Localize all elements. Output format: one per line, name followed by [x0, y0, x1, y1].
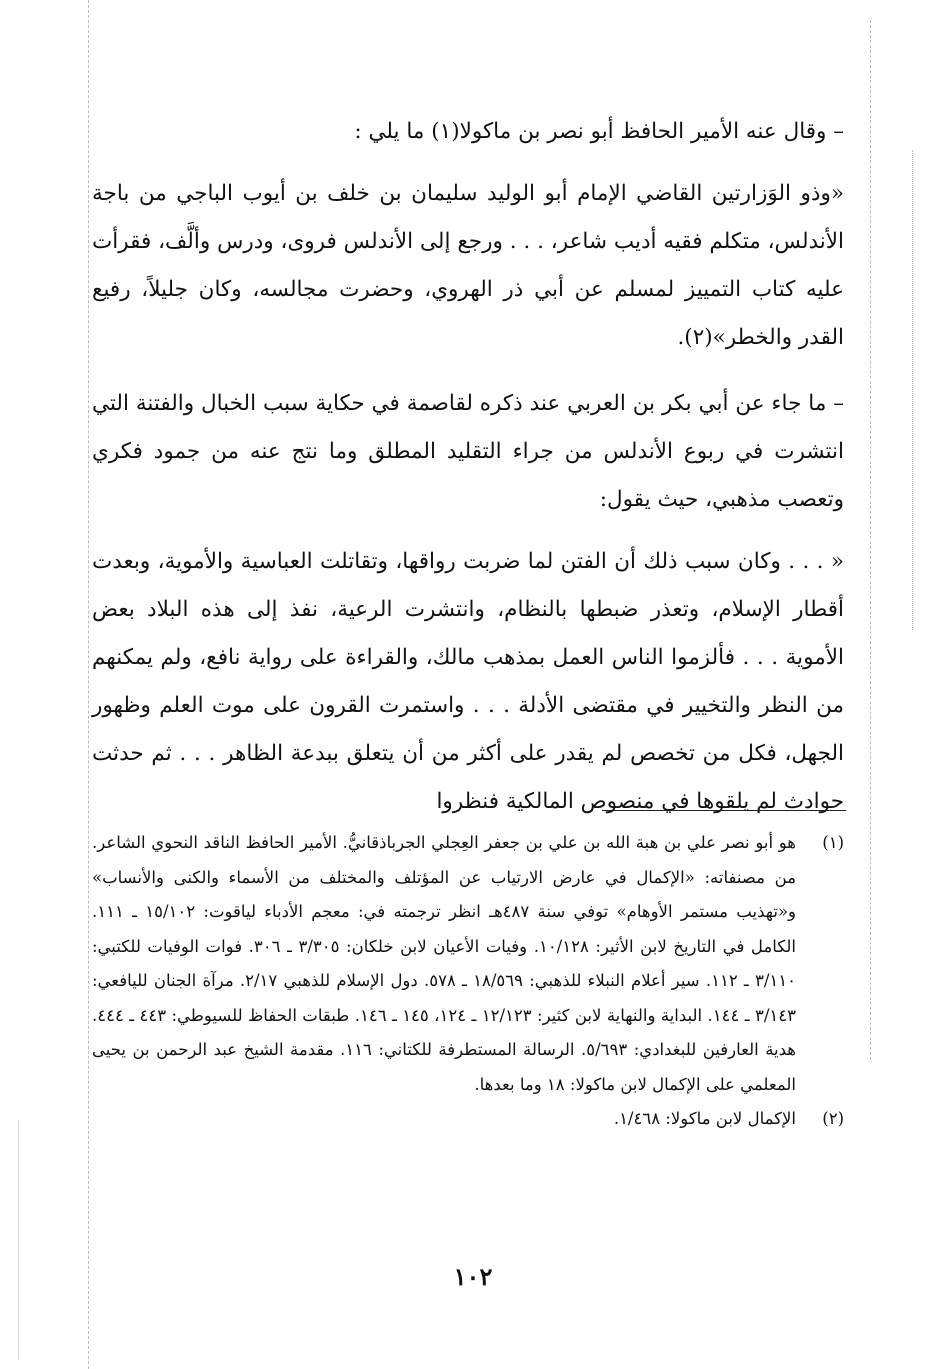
footnote-1 — [92, 826, 844, 1102]
footnote-text: هو أبو نصر علي بن هبة الله بن علي بن جعفر العِجلي الجرباذقانيُّ. الأمير الحافظ الناقد النحوي الشاعر. من مصنفاته: «الإكمال في عارض الارتياب عن المؤتلف والمختلف من الأسماء والكنى والأنساب» و«تهذيب مستمر الأوهام» توفي سنة ٤٨٧هـ انظر ترجمته في: معجم الأدباء لياقوت: ١٥/١٠٢ ـ ١١١. الكامل في التاريخ لابن الأثير: ١٠/١٢٨. وفيات الأعيان لابن خلكان: ٣/٣٠٥ ـ ٣٠٦. فوات الوفيات للكتبي: ٣/١١٠ ـ ١١٢. سير أعلام النبلاء للذهبي: ١٨/٥٦٩ ـ ٥٧٨. دول الإسلام للذهبي ٢/١٧. مرآة الجنان لليافعي: ٣/١٤٣ ـ ١٤٤. البداية والنهاية لابن كثير: ١٢/١٢٣ ـ ١٢٤، ١٤٥ ـ ١٤٦. طبقات الحفاظ للسيوطي: ٤٤٣ ـ ٤٤٤. هدية العارفين للبغدادي: ٥/٦٩٣. الرسالة المستطرفة للكتاني: ١١٦. مقدمة الشيخ عبد الرحمن بن يحيى المعلمي على الإكمال لابن ماكولا: ١٨ وما بعدها. — [92, 833, 797, 1094]
paragraph-ibn-makula-quote: «وذو الوَزارتين القاضي الإمام أبو الوليد سليمان بن خلف بن أيوب الباجي من باجة الأندلس، متكلم فقيه أديب شاعر، . . . ورجع إلى الأندلس فروى، ودرس وألَّف، فقرأت عليه كتاب التمييز لمسلم عن أبي ذر الهروي، وحضرت مجالسه، وكان جليلاً، رفيع القدر والخطر»(٢). — [92, 181, 844, 350]
page-number: ١٠٢ — [453, 1262, 493, 1291]
footnotes — [92, 826, 844, 1137]
scan-margin-line-right-outer — [912, 150, 913, 630]
paragraph-ibn-al-arabi-intro: – ما جاء عن أبي بكر بن العربي عند ذكره لقاصمة في حكاية سبب الخبال والفتنة التي انتشرت في ربوع الأندلس من جراء التقليد المطلق وما نتج عنه من جمود فكري وتعصب مذهبي، حيث يقول: — [92, 391, 844, 512]
main-text — [92, 108, 844, 844]
paragraph-ibn-al-arabi-quote: « . . . وكان سبب ذلك أن الفتن لما ضربت رواقها، وتقاتلت العباسية والأموية، وبعدت أقطار الإسلام، وتعذر ضبطها بالنظام، وانتشرت الرعية، نفذ إلى هذه البلاد بعض الأموية . . . فألزموا الناس العمل بمذهب مالك، والقراءة على رواية نافع، ولم يمكنهم من النظر والتخيير في مقتضى الأدلة . . . واستمرت القرون على موت العلم وظهور الجهل، فكل من تخصص لم يقدر على أكثر من أن يتعلق ببدعة الظاهر . . . ثم حدثت حوادث لم يلقوها في منصوص المالكية فنظروا — [92, 549, 844, 814]
footnote-number: (١) — [822, 833, 844, 852]
scan-margin-line-right — [870, 20, 871, 1060]
footnote-separator — [602, 810, 846, 811]
paragraph-ibn-makula-intro: – وقال عنه الأمير الحافظ أبو نصر بن ماكولا(١) ما يلي : — [354, 119, 844, 144]
footnote-text: الإكمال لابن ماكولا: ١/٤٦٨. — [613, 1109, 796, 1128]
footnote-2 — [92, 1102, 844, 1137]
footnote-number: (٢) — [822, 1109, 844, 1128]
scan-margin-line-left-outer — [18, 1120, 19, 1360]
scan-margin-line-left — [88, 0, 89, 1369]
